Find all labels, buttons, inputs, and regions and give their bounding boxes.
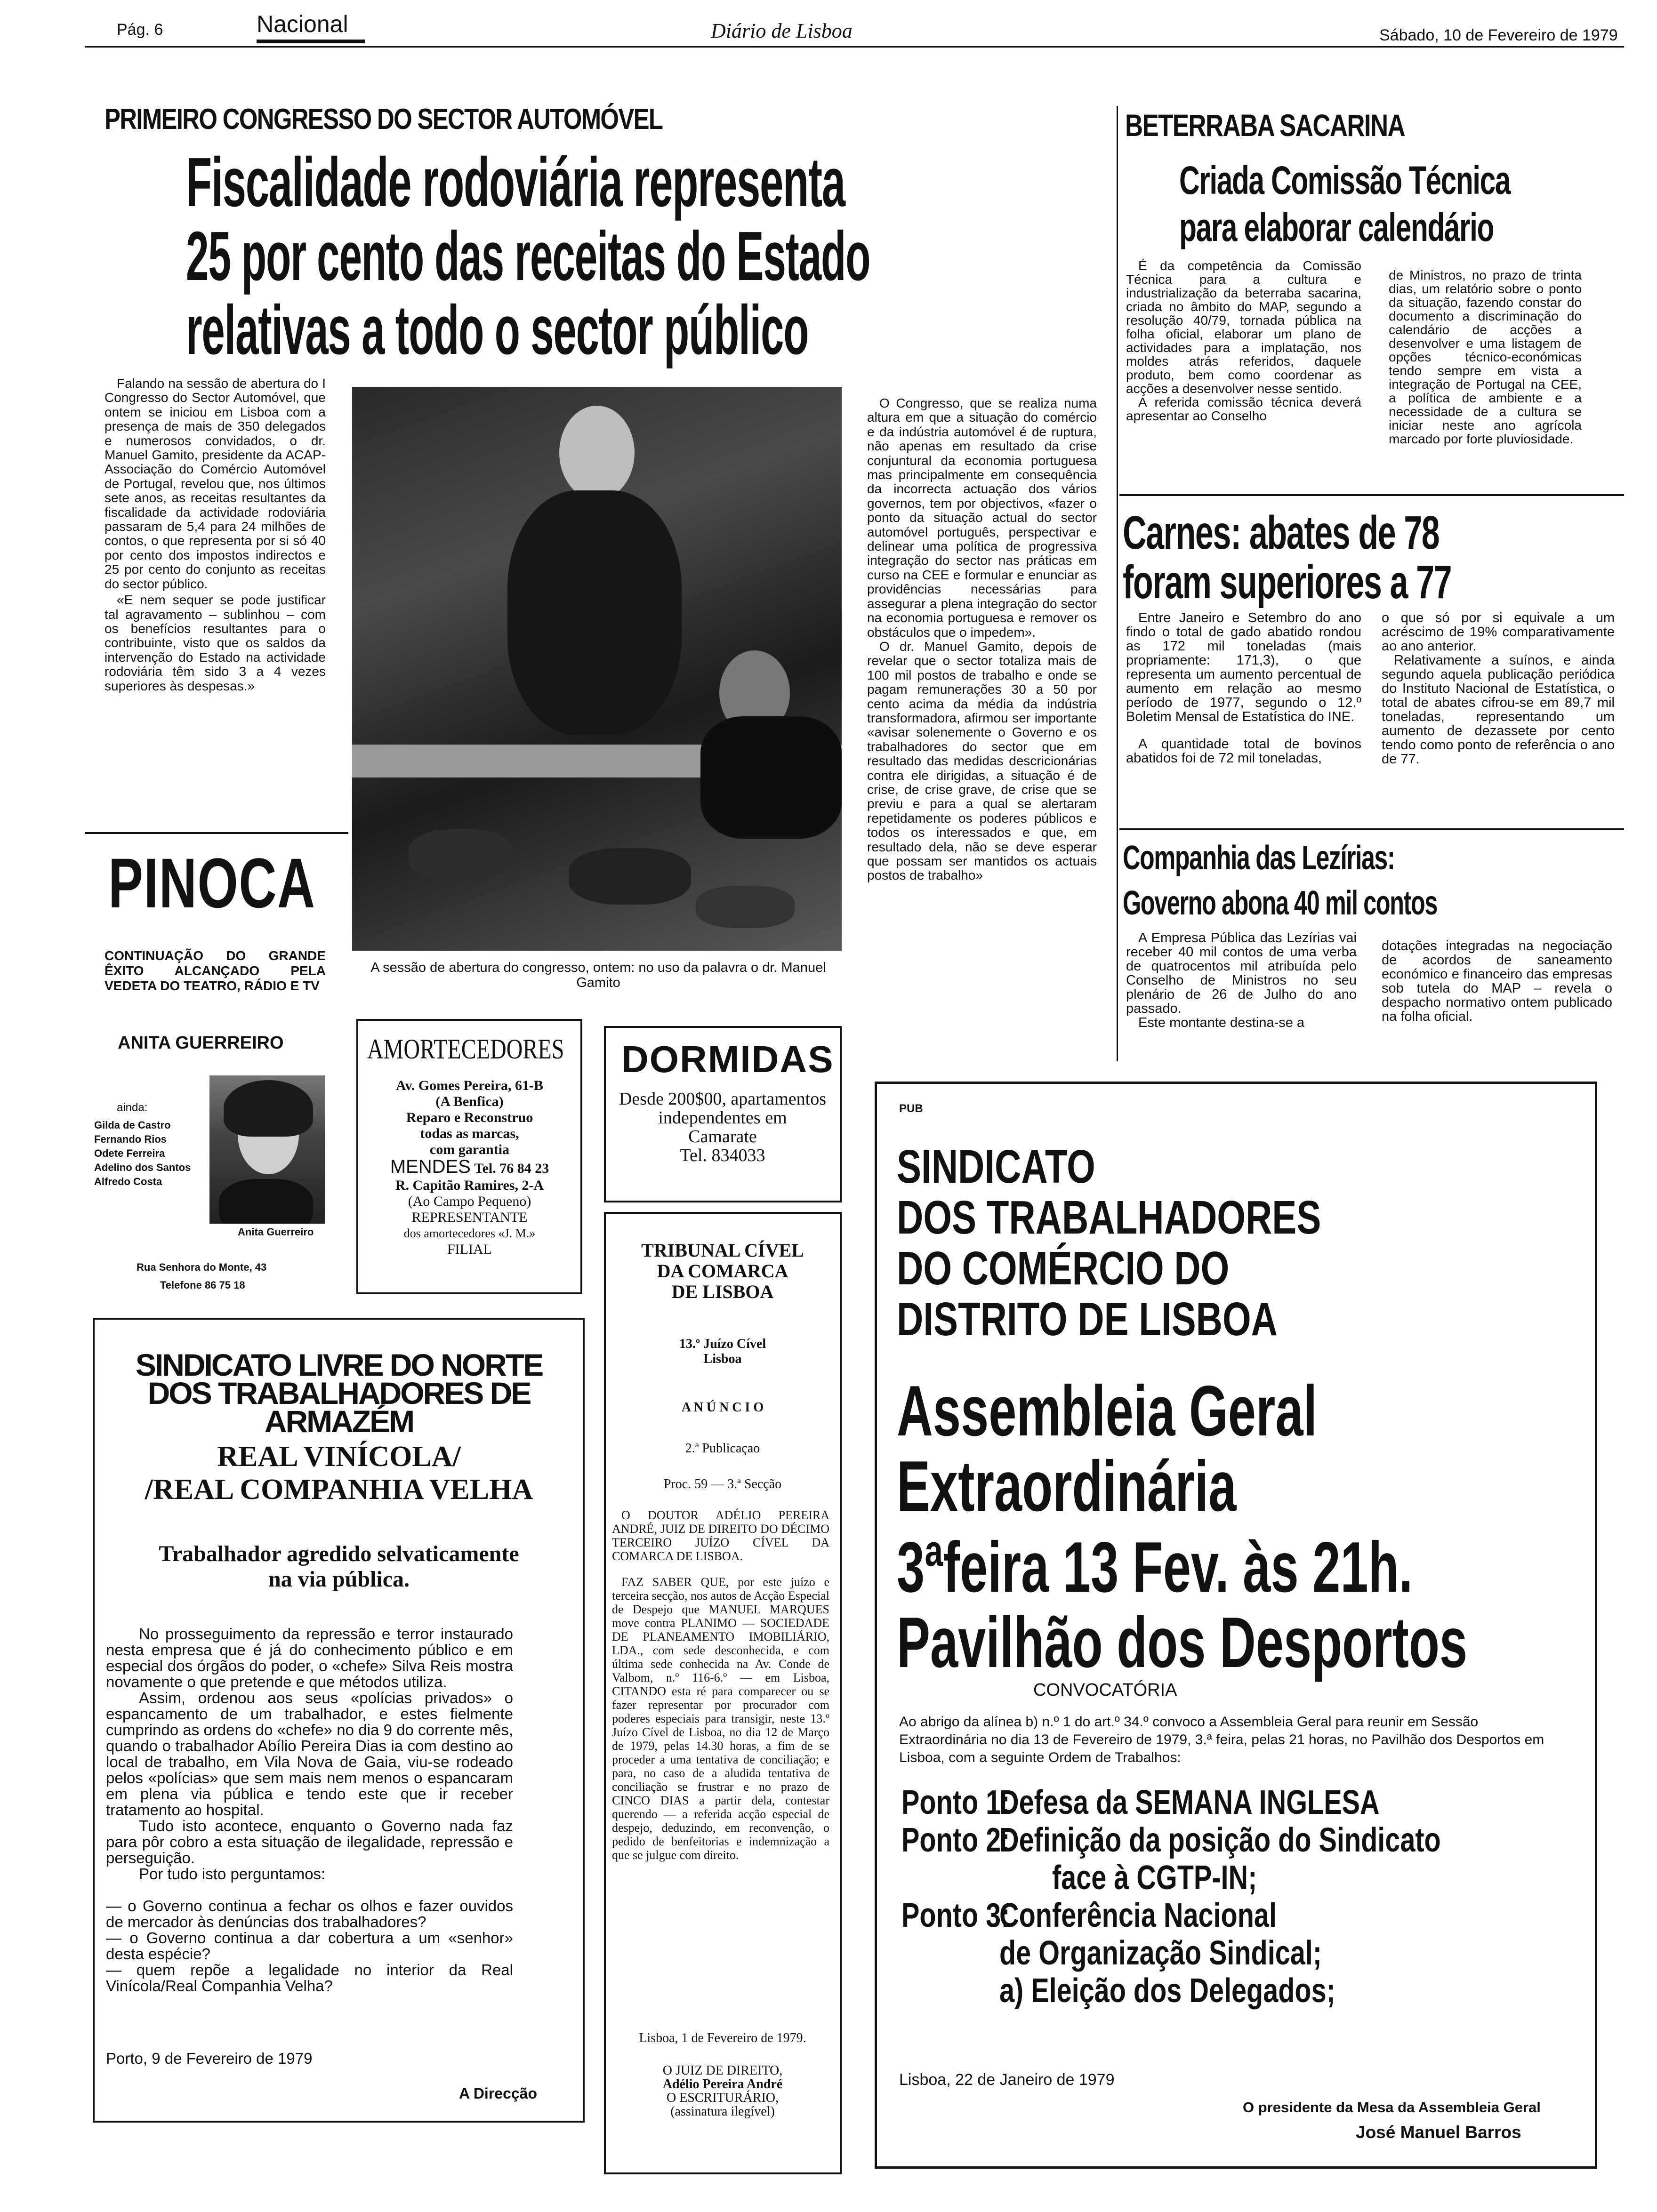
dormidas-text — [612, 1090, 833, 1165]
agenda-text: Defesa da SEMANA INGLESA — [999, 1784, 1380, 1821]
newspaper-name: Diário de Lisboa — [711, 19, 853, 42]
tribunal-paragraph: FAZ SABER QUE, por este juízo e terceira secção, nos autos de Acção Especial de Despejo que MANUEL MARQUES move contra PLANIMO — SOCIEDADE DE PLANEAMENTO IMOBILIÁRIO, LDA., com sede desconhecida, e com última sede conhecida na Av. Conde de Valbom, n.º 116-6.º — em Lisboa, CITANDO esta ré para comparecer ou se fazer representar por procurador com poderes especiais para transigir, neste 13.º Juízo Cível de Lisboa, no dia 12 de Março de 1979, pelas 14.30 horas, a fim de se proceder a uma tentativa de conciliação; e para, no caso de a aludida tentativa de conciliação se frustrar e no prazo de CINCO DIAS a partir dela, contestar querendo — a referida acção especial de despejo, deduzindo, em reconvenção, o pedido de benfeitorias e indemnização a que se julgue com direito. — [612, 1575, 829, 1862]
pinoca-cast — [94, 1118, 191, 1189]
sindicato-lisboa-sig-name: José Manuel Barros — [1356, 2123, 1521, 2142]
carnes-paragraph: Entre Janeiro e Setembro do ano findo o total de gado abatido rondou as 172 mil toneladas (mais propriamente: 171,3), o que representa um aumento percentual de aumento em relação ao mesmo período de 1977, segundo o 12.º Boletim Mensal de Estatística do INE. — [1126, 610, 1361, 724]
sindicato-lisboa-title-line: DOS TRABALHADORES — [897, 1191, 1321, 1244]
carnes-paragraph: Relativamente a suínos, e ainda segundo aquela publicação periódica do Instituto Nacional de Estatística, o total de abates cifrou-se em 89,7 mil toneladas, representando um aumento de dezassete por cento tendo como ponto de referência o ano de 77. — [1382, 653, 1615, 767]
headline-line: na via pública. — [268, 1567, 410, 1592]
pinoca-title: PINOCA — [108, 843, 316, 922]
body-paragraph: Tudo isto acontece, enquanto o Governo nada faz para pôr cobro a esta situação de ilegalidade, repressão e perseguição. — [106, 1817, 513, 1867]
agenda-label: Ponto 1: — [901, 1784, 1010, 1821]
pinoca-subtitle: CONTINUAÇÃO DO GRANDE ÊXITO ALCANÇADO PELA VEDETA DO TEATRO, RÁDIO E TV — [105, 948, 326, 993]
beterraba-paragraph: É da competência da Comissão Técnica para a cultura e industrialização da beterraba sacarina, criada no âmbito do MAP, segundo a resolução 40/79, tornada pública na folha oficial, elaborar um plano de actividades para a implatação, nos moldes atrás referidos, daquele produto, bem como coordenar as acções a desenvolver nesse sentido. — [1126, 258, 1361, 396]
assembly-when-line: 3ªfeira 13 Fev. às 21h. — [897, 1527, 1413, 1607]
company-name-line: /REAL COMPANHIA VELHA — [145, 1474, 533, 1506]
dormidas-title: DORMIDAS — [621, 1038, 834, 1080]
ad-line: todas as marcas, — [420, 1126, 519, 1141]
assembly-when — [897, 1527, 1468, 1683]
tribunal-title-line: DE LISBOA — [671, 1281, 774, 1302]
ad-line: Av. Gomes Pereira, 61-B — [396, 1078, 543, 1093]
tribunal-proc: Proc. 59 — 3.ª Secção — [663, 1477, 782, 1491]
carnes-column-1 — [1126, 611, 1361, 765]
sindicato-lisboa-title — [897, 1141, 1321, 1345]
lezirias-headline-line1: Companhia das Lezírias: — [1123, 839, 1395, 877]
agenda-label: Ponto 3: — [901, 1897, 1010, 1934]
agenda-item-3 — [901, 1897, 1441, 1934]
carnes-headline-line2: foram superiores a 77 — [1123, 556, 1452, 609]
sindicato-lisboa-title-line: DO COMÉRCIO DO — [897, 1242, 1230, 1295]
tribunal-anuncio: A N Ú N C I O — [681, 1400, 764, 1415]
company-name — [99, 1440, 579, 1506]
ad-line: Camarate — [688, 1127, 757, 1146]
amortecedores-text — [365, 1078, 574, 1258]
ad-line: R. Capitão Ramires, 2-A — [395, 1178, 544, 1193]
tribunal-juizo: 13.º Juízo Cível — [679, 1337, 766, 1351]
sindicato-norte-title-line: DOS TRABALHADORES DE ARMAZÉM — [147, 1376, 531, 1439]
sindicato-norte-title-line: SINDICATO LIVRE DO NORTE — [135, 1347, 543, 1382]
sindicato-lisboa-date: Lisboa, 22 de Janeiro de 1979 — [899, 2071, 1115, 2089]
lezirias-paragraph: Este montante destina-se a — [1138, 1015, 1305, 1030]
congress-photo — [352, 387, 842, 951]
lead-column-1 — [105, 377, 326, 693]
tribunal-title-line: DA COMARCA — [657, 1260, 788, 1282]
ad-line: MENDES — [390, 1156, 471, 1177]
agenda-text: de Organização Sindical; — [999, 1934, 1322, 1972]
tribunal-publicacao: 2.ª Publicaçao — [685, 1441, 760, 1456]
cast-member: Adelino dos Santos — [94, 1162, 191, 1173]
lead-paragraph: O dr. Manuel Gamito, depois de revelar que o sector totaliza mais de 100 mil postos de trabalho e onde se pagam remunerações 30 a 50 por cento acima da média da indústria transformadora, afirmou ser importante «avisar solenemente o Governo e os trabalhadores do sector que em resultado das medidas descricionárias contra ele dirigidas, a situação é de crise, de crise grave, de crise que se previu e para a qual se alertaram repetidamente os poderes públicos e todos os interessados e que, em resultado dela, não se deve esperar que possam ser mantidos os actuais postos de trabalho» — [867, 639, 1097, 883]
lead-paragraph: O Congresso, que se realiza numa altura em que a situação do comércio e da indústria automóvel é de ruptura, não apenas em resultado da crise conjuntural da economia portuguesa mas principalmente em consequência da incorrecta actuação dos vários governos, tem por objectivos, «fazer o ponto da situação actual do sector automóvel português, perspectivar e delinear uma política de progressiva integração do sector nas práticas em curso na CEE e formular e enunciar as providências necessárias para assegurar a plena integração do sector na economia portuguesa e remover os obstáculos que o impedem». — [867, 396, 1097, 640]
beterraba-column-1 — [1126, 259, 1361, 423]
cast-member: Gilda de Castro — [94, 1119, 171, 1131]
ad-line: Desde 200$00, apartamentos independentes em — [619, 1089, 827, 1128]
assembly-when-line: Pavilhão dos Desportos — [897, 1603, 1468, 1683]
agenda-text: Definição da posição do Sindicato — [999, 1821, 1441, 1859]
lead-headline-line1: Fiscalidade rodoviária representa — [186, 144, 845, 221]
ad-line: REPRESENTANTE — [411, 1210, 528, 1225]
beterraba-column-2 — [1389, 268, 1582, 446]
agenda-item-1 — [901, 1784, 1441, 1821]
section-rule — [85, 832, 348, 834]
tribunal-paragraph: O DOUTOR ADÉLIO PEREIRA ANDRÉ, JUIZ DE DIREITO DO DÉCIMO TERCEIRO JUÍZO CÍVEL DA COMARCA DE LISBOA. — [612, 1508, 829, 1563]
lead-kicker: PRIMEIRO CONGRESSO DO SECTOR AUTOMÓVEL — [105, 103, 663, 136]
lezirias-headline-line2: Governo abona 40 mil contos — [1123, 884, 1437, 922]
signature-line: Adélio Pereira André — [662, 2077, 783, 2092]
page-number: Pág. 6 — [117, 21, 163, 39]
masthead-rule — [85, 46, 1624, 48]
body-paragraph: Assim, ordenou aos seus «polícias privados» o espancamento de um trabalhador, e estes fielmente cumprindo as ordens do «chefe» no dia 9 do corrente mês, quando o trabalhador Abílio Pereira Dias ia com destino ao local de trabalho, em Vila Nova de Gaia, viu-se rodeado pelos «polícias» que sem mais nem menos o espancaram em plena via pública e tendo este que ir receber tratamento ao hospital. — [106, 1689, 513, 1819]
assembly-title-line: Assembleia Geral — [897, 1371, 1318, 1451]
lead-headline-line3: relativas a todo o sector público — [186, 291, 809, 369]
amortecedores-title: AMORTECEDORES — [367, 1034, 564, 1065]
ad-line: FILIAL — [447, 1242, 492, 1257]
body-paragraph: No prosseguimento da repressão e terror instaurado nesta empresa que é já do conhecimento público e em especial dos órgãos do poder, o «chefe» Silva Reis mostra novamente o que pretende e que métodos utiliza. — [106, 1625, 513, 1691]
sindicato-lisboa-title-line: DISTRITO DE LISBOA — [897, 1293, 1278, 1346]
signature-line: (assinatura ilegível) — [670, 2104, 775, 2119]
beterraba-paragraph: A referida comissão técnica deverá apresentar ao Conselho — [1126, 395, 1361, 423]
anita-guerreiro-photo — [209, 1075, 325, 1224]
issue-date: Sábado, 10 de Fevereiro de 1979 — [1379, 26, 1618, 44]
company-name-line: REAL VINÍCOLA/ — [217, 1441, 461, 1473]
carnes-column-2 — [1382, 611, 1615, 766]
tribunal-title-line: TRIBUNAL CÍVEL — [641, 1240, 804, 1261]
convocatoria-label: CONVOCATÓRIA — [1033, 1680, 1177, 1700]
tribunal-body — [612, 1508, 829, 1862]
ad-line: com garantia — [429, 1142, 510, 1157]
section-rule — [1119, 494, 1624, 496]
sindicato-norte-signature: A Direcção — [459, 2085, 537, 2102]
sindicato-norte-body — [106, 1626, 513, 1994]
lezirias-paragraph: A Empresa Pública das Lezírias vai receber 40 mil contos de uma verba de quatrocentos mil atribuída pelo Conselho de Ministros no seu plenário de 26 de Julho do ano passado. — [1126, 930, 1357, 1016]
lezirias-column-1 — [1126, 931, 1357, 1030]
agenda — [901, 1784, 1441, 2010]
assembly-title-line: Extraordinária — [897, 1446, 1237, 1526]
ad-line: (Ao Campo Pequeno) — [408, 1194, 531, 1209]
section-name: Nacional — [257, 11, 348, 37]
signature-line: O JUIZ DE DIREITO, — [662, 2063, 783, 2078]
ad-line: dos amortecedores «J. M.» — [403, 1226, 536, 1240]
beterraba-paragraph: de Ministros, no prazo de trinta dias, um relatório sobre o ponto da situação, fazendo constar do documento a discriminação do calendário de acções a desenvolver e uma listagem de opções técnico-económicas tendo sempre em vista a integração de Portugal na CEE, a política de ambiente e a necessidade de a cultura se iniciar neste ano agrícola marcado por forte pluviosidade. — [1389, 268, 1582, 446]
body-question: — quem repõe a legalidade no interior da Real Vinícola/Real Companhia Velha? — [106, 1961, 513, 1995]
ad-line: Tel. 76 84 23 — [474, 1161, 549, 1176]
tribunal-title — [612, 1240, 833, 1302]
pinoca-phone: Telefone 86 75 18 — [160, 1279, 245, 1291]
section-underline — [257, 40, 365, 43]
agenda-item-2 — [901, 1821, 1441, 1859]
agenda-label: Ponto 2: — [901, 1821, 1010, 1859]
ad-line: (A Benfica) — [435, 1094, 504, 1109]
lead-paragraph: «E nem sequer se pode justificar tal agravamento – sublinhou – com os benefícios resultantes para o contribuinte, visto que os saldos da intervenção do Estado na actividade rodoviária têm sido 3 a 4 vezes superiores às despesas.» — [105, 593, 326, 693]
ad-line: Tel. 834033 — [680, 1146, 765, 1165]
tribunal-signature — [612, 2064, 833, 2118]
sindicato-norte-date: Porto, 9 de Fevereiro de 1979 — [106, 2050, 313, 2067]
beterraba-headline-line2: para elaborar calendário — [1179, 205, 1494, 249]
beterraba-headline-line1: Criada Comissão Técnica — [1179, 158, 1511, 202]
headline-line: Trabalhador agredido selvaticamente — [159, 1541, 519, 1566]
assembly-title — [897, 1373, 1317, 1524]
sindicato-norte-title — [99, 1347, 579, 1439]
beterraba-kicker: BETERRABA SACARINA — [1125, 108, 1405, 143]
lead-paragraph: Falando na sessão de abertura do I Congresso do Sector Automóvel, que ontem se iniciou em Lisboa com a presença de mais de 350 delegados e numerosos convidados, o dr. Manuel Gamito, presidente da ACAP-Associação do Comércio Automóvel de Portugal, revelou que, nos últimos sete anos, as receitas resultantes da fiscalidade da actividade rodoviária passaram de 5,4 para 24 milhões de contos, o que representa por si só 40 por cento dos impostos indirectos e 25 por cento do conjunto as receitas do sector público. — [105, 376, 326, 591]
column-divider — [1117, 106, 1118, 1061]
pub-label: PUB — [899, 1102, 923, 1115]
sindicato-lisboa-sig-title: O presidente da Mesa da Assembleia Geral — [1243, 2099, 1541, 2116]
sindicato-norte-headline — [99, 1541, 579, 1592]
lead-headline-line2: 25 por cento das receitas do Estado — [186, 217, 870, 295]
lezirias-paragraph: dotações integradas na negociação de acordos de saneamento económico e financeiro das empresas sob tutela do MAP – revela o despacho normativo ontem publicado na folha oficial. — [1382, 938, 1612, 1024]
cast-member: Fernando Rios — [94, 1133, 167, 1145]
body-paragraph: Por tudo isto perguntamos: — [139, 1865, 326, 1883]
carnes-headline-line1: Carnes: abates de 78 — [1123, 506, 1440, 559]
lead-column-3 — [867, 396, 1097, 883]
pinoca-star: ANITA GUERREIRO — [118, 1033, 284, 1053]
photo-caption: A sessão de abertura do congresso, ontem: no uso da palavra o dr. Manuel Gamito — [370, 960, 826, 990]
tribunal-header — [612, 1337, 833, 1367]
pinoca-ainda: ainda: — [117, 1101, 148, 1114]
pinoca-address: Rua Senhora do Monte, 43 — [137, 1261, 267, 1273]
body-question: — o Governo continua a dar cobertura a um «senhor» desta espécie? — [106, 1929, 513, 1963]
lezirias-column-2 — [1382, 939, 1612, 1024]
agenda-text: a) Eleição dos Delegados; — [999, 1972, 1335, 2010]
photo-label: Anita Guerreiro — [238, 1226, 314, 1238]
convocatoria-intro: Ao abrigo da alínea b) n.º 1 do art.º 34.º convoco a Assembleia Geral para reunir em Sessão Extraordinária no dia 13 de Fevereiro de 1979, 3.ª feira, pelas 21 horas, no Pavilhão dos Desportos em Lisboa, com a seguinte Ordem de Trabalhos: — [899, 1714, 1544, 1765]
signature-line: O ESCRITURÁRIO, — [666, 2091, 779, 2105]
cast-member: Odete Ferreira — [94, 1147, 165, 1159]
cast-member: Alfredo Costa — [94, 1176, 162, 1187]
ad-line: Reparo e Reconstruo — [406, 1110, 533, 1125]
body-question: — o Governo continua a fechar os olhos e fazer ouvidos de mercador às denúncias dos trabalhadores? — [106, 1897, 513, 1931]
section-rule — [1119, 828, 1624, 830]
carnes-paragraph: o que só por si equivale a um acréscimo de 19% comparativamente ao ano anterior. — [1382, 610, 1615, 654]
tribunal-date: Lisboa, 1 de Fevereiro de 1979. — [639, 2031, 806, 2045]
agenda-text: Conferência Nacional — [999, 1897, 1277, 1934]
agenda-text: face à CGTP-IN; — [1052, 1859, 1257, 1897]
sindicato-lisboa-title-line: SINDICATO — [897, 1140, 1095, 1193]
carnes-paragraph: A quantidade total de bovinos abatidos foi de 72 mil toneladas, — [1126, 737, 1361, 766]
tribunal-city: Lisboa — [703, 1352, 742, 1366]
